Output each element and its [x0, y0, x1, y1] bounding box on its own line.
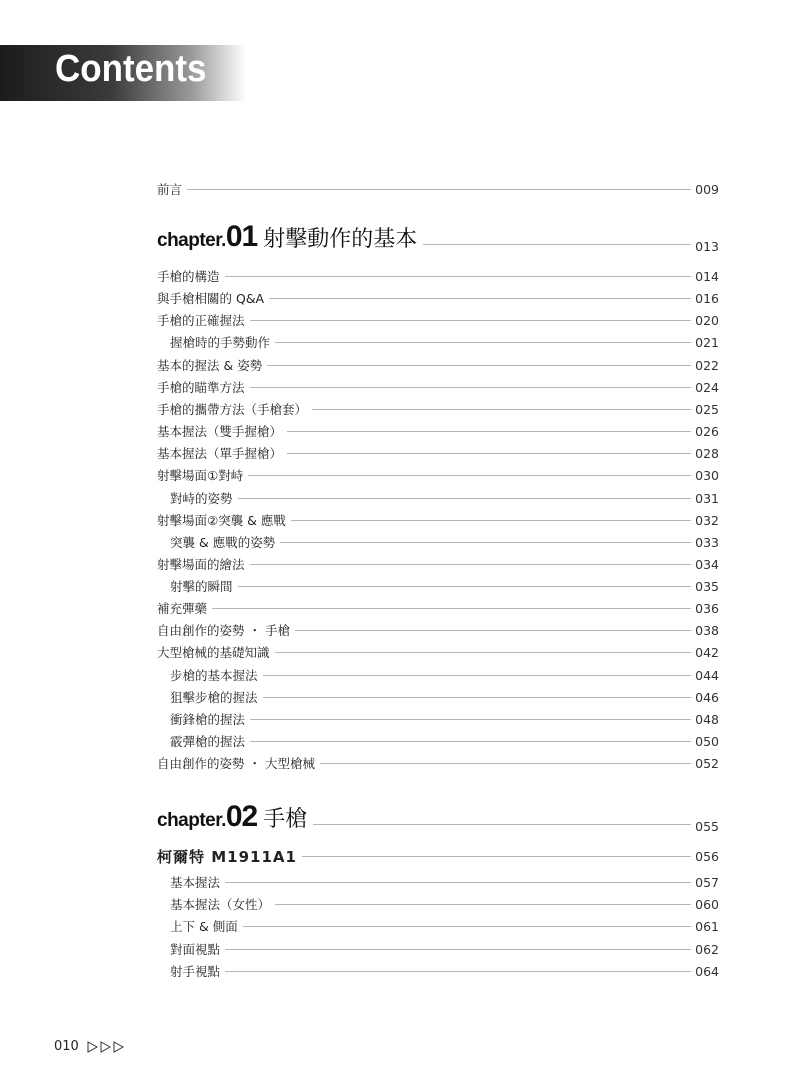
triangle-right-outline-icon — [87, 1041, 98, 1053]
toc-entry-label: 基本握法（單手握槍） — [157, 446, 283, 461]
leader-line — [225, 949, 691, 950]
toc-entry — [157, 444, 719, 462]
leader-line — [225, 971, 691, 972]
leader-line — [275, 904, 691, 905]
toc-entry — [157, 754, 719, 772]
triangle-right-outline-icon — [113, 1041, 124, 1053]
leader-line — [225, 276, 692, 277]
toc-entry-label: 霰彈槍的握法 — [170, 734, 246, 749]
toc-entry — [157, 940, 719, 958]
toc-entry — [157, 333, 719, 351]
toc-page-number: 048 — [695, 711, 719, 727]
toc-entry — [157, 311, 719, 329]
toc-page-number: 057 — [695, 874, 719, 890]
leader-line — [275, 652, 692, 653]
toc-page-number: 064 — [695, 963, 719, 979]
toc-entry — [157, 873, 719, 891]
toc-entry-label: 基本握法 — [170, 875, 221, 890]
toc-entry — [157, 489, 719, 507]
toc-page-number: 031 — [695, 490, 719, 506]
toc-page-number: 014 — [695, 268, 719, 284]
chapter-prefix: chapter. — [157, 230, 226, 251]
toc-page-number: 033 — [695, 534, 719, 550]
toc-page-number: 036 — [695, 600, 719, 616]
toc-entry-label: 大型槍械的基礎知識 — [157, 645, 270, 660]
page-title: Contents — [55, 48, 207, 90]
toc-entry — [157, 577, 719, 595]
leader-line — [267, 365, 691, 366]
toc-page-number: 061 — [695, 918, 719, 934]
toc-entry-label: 柯爾特 M1911A1 — [157, 847, 297, 866]
toc-page-number: 034 — [695, 556, 719, 572]
toc-entry-label: 上下 & 側面 — [170, 919, 238, 934]
toc-page-number: 024 — [695, 379, 719, 395]
toc-entry — [157, 400, 719, 418]
chapter-title: 手槍 — [263, 807, 308, 832]
leader-line — [250, 320, 692, 321]
toc-entry-label: 手槍的正確握法 — [157, 313, 245, 328]
toc-entry — [157, 710, 719, 728]
toc-page-number: 035 — [695, 578, 719, 594]
toc-entry — [157, 378, 719, 396]
toc-entry — [157, 267, 719, 285]
leader-line — [423, 244, 691, 245]
toc-entry-label: 射擊場面②突襲 & 應戰 — [157, 513, 286, 528]
toc-entry-label: 手槍的攜帶方法（手槍套） — [157, 402, 308, 417]
toc-entry-label: 對面視點 — [170, 942, 221, 957]
leader-line — [302, 856, 691, 857]
toc-entry-label: 衝鋒槍的握法 — [170, 712, 246, 727]
leader-line — [280, 542, 691, 543]
toc-entry-label: 基本握法（女性） — [170, 897, 271, 912]
toc-entry — [157, 621, 719, 639]
leader-line — [320, 763, 691, 764]
toc-chapter-heading — [157, 802, 719, 834]
leader-line — [238, 586, 692, 587]
toc-entry — [157, 180, 719, 198]
toc-entry-label: 補充彈藥 — [157, 601, 208, 616]
toc-entry — [157, 356, 719, 374]
chapter-prefix: chapter. — [157, 810, 226, 831]
toc-page-number: 021 — [695, 334, 719, 350]
toc-entry — [157, 289, 719, 307]
leader-line — [238, 498, 692, 499]
toc-entry-label: 射擊的瞬間 — [170, 579, 233, 594]
toc-entry-label — [157, 800, 313, 834]
leader-line — [269, 298, 691, 299]
toc-page-number: 060 — [695, 896, 719, 912]
toc-entry — [157, 599, 719, 617]
leader-line — [263, 697, 692, 698]
toc-entry — [157, 555, 719, 573]
toc-page-number: 020 — [695, 312, 719, 328]
leader-line — [225, 882, 691, 883]
toc-section-heading — [157, 847, 719, 865]
toc-page-number: 038 — [695, 622, 719, 638]
toc-entry-label: 射擊場面①對峙 — [157, 468, 244, 483]
toc-entry — [157, 511, 719, 529]
toc-entry-label: 自由創作的姿勢 ・ 大型槍械 — [157, 756, 315, 771]
toc-entry-label: 手槍的構造 — [157, 269, 220, 284]
toc-entry-label: 手槍的瞄準方法 — [157, 380, 245, 395]
leader-line — [275, 342, 691, 343]
toc-entry — [157, 422, 719, 440]
toc-entry — [157, 466, 719, 484]
chapter-number: 02 — [225, 800, 258, 833]
toc-entry-label: 前言 — [157, 182, 183, 197]
leader-line — [291, 520, 691, 521]
toc-page-number: 009 — [695, 181, 719, 197]
toc-entry — [157, 962, 719, 980]
leader-line — [248, 475, 691, 476]
toc-entry — [157, 917, 719, 935]
leader-line — [263, 675, 692, 676]
leader-line — [250, 741, 691, 742]
leader-line — [187, 189, 691, 190]
toc-entry-label — [157, 220, 423, 254]
toc-entry-label: 步槍的基本握法 — [170, 668, 258, 683]
toc-entry-label: 握槍時的手勢動作 — [170, 335, 271, 350]
toc-entry-label: 基本握法（雙手握槍） — [157, 424, 283, 439]
toc-entry — [157, 533, 719, 551]
toc-page-number: 026 — [695, 423, 719, 439]
toc-entry — [157, 643, 719, 661]
toc-page-number: 042 — [695, 644, 719, 660]
leader-line — [287, 431, 691, 432]
toc-entry — [157, 732, 719, 750]
leader-line — [312, 409, 691, 410]
leader-line — [250, 719, 691, 720]
leader-line — [313, 824, 691, 825]
leader-line — [295, 630, 691, 631]
chapter-title: 射擊動作的基本 — [263, 227, 418, 252]
toc-page-number: 050 — [695, 733, 719, 749]
toc-entry-label: 與手槍相關的 Q&A — [157, 291, 265, 306]
page-footer — [54, 1039, 124, 1054]
toc-entry-label: 自由創作的姿勢 ・ 手槍 — [157, 623, 290, 638]
toc-page-number: 055 — [695, 819, 719, 834]
chapter-number: 01 — [225, 220, 258, 253]
toc-page-number: 046 — [695, 689, 719, 705]
toc-entry-label: 對峙的姿勢 — [170, 491, 233, 506]
triangle-right-outline-icon — [100, 1041, 111, 1053]
toc-entry — [157, 666, 719, 684]
toc-page-number: 025 — [695, 401, 719, 417]
leader-line — [212, 608, 691, 609]
toc-entry-label: 基本的握法 & 姿勢 — [157, 358, 263, 373]
leader-line — [250, 564, 692, 565]
toc-page-number: 056 — [695, 848, 719, 864]
toc-entry-label: 射擊場面的繪法 — [157, 557, 245, 572]
leader-line — [287, 453, 691, 454]
toc-entry-label: 狙擊步槍的握法 — [170, 690, 258, 705]
toc-page-number: 044 — [695, 667, 719, 683]
toc-entry-label: 射手視點 — [170, 964, 221, 979]
toc-page-number: 052 — [695, 755, 719, 771]
toc-page-number: 016 — [695, 290, 719, 306]
toc-entry — [157, 688, 719, 706]
leader-line — [250, 387, 692, 388]
page-arrows — [87, 1041, 124, 1053]
toc-page-number: 030 — [695, 467, 719, 483]
toc-page-number: 013 — [695, 239, 719, 254]
leader-line — [243, 926, 691, 927]
toc-page-number: 032 — [695, 512, 719, 528]
toc-page-number: 062 — [695, 941, 719, 957]
toc-entry — [157, 895, 719, 913]
toc-chapter-heading — [157, 222, 719, 254]
toc-entry-label: 突襲 & 應戰的姿勢 — [170, 535, 276, 550]
page-number: 010 — [54, 1039, 79, 1054]
toc-page-number: 028 — [695, 445, 719, 461]
contents-banner — [0, 45, 246, 101]
toc-page-number: 022 — [695, 357, 719, 373]
